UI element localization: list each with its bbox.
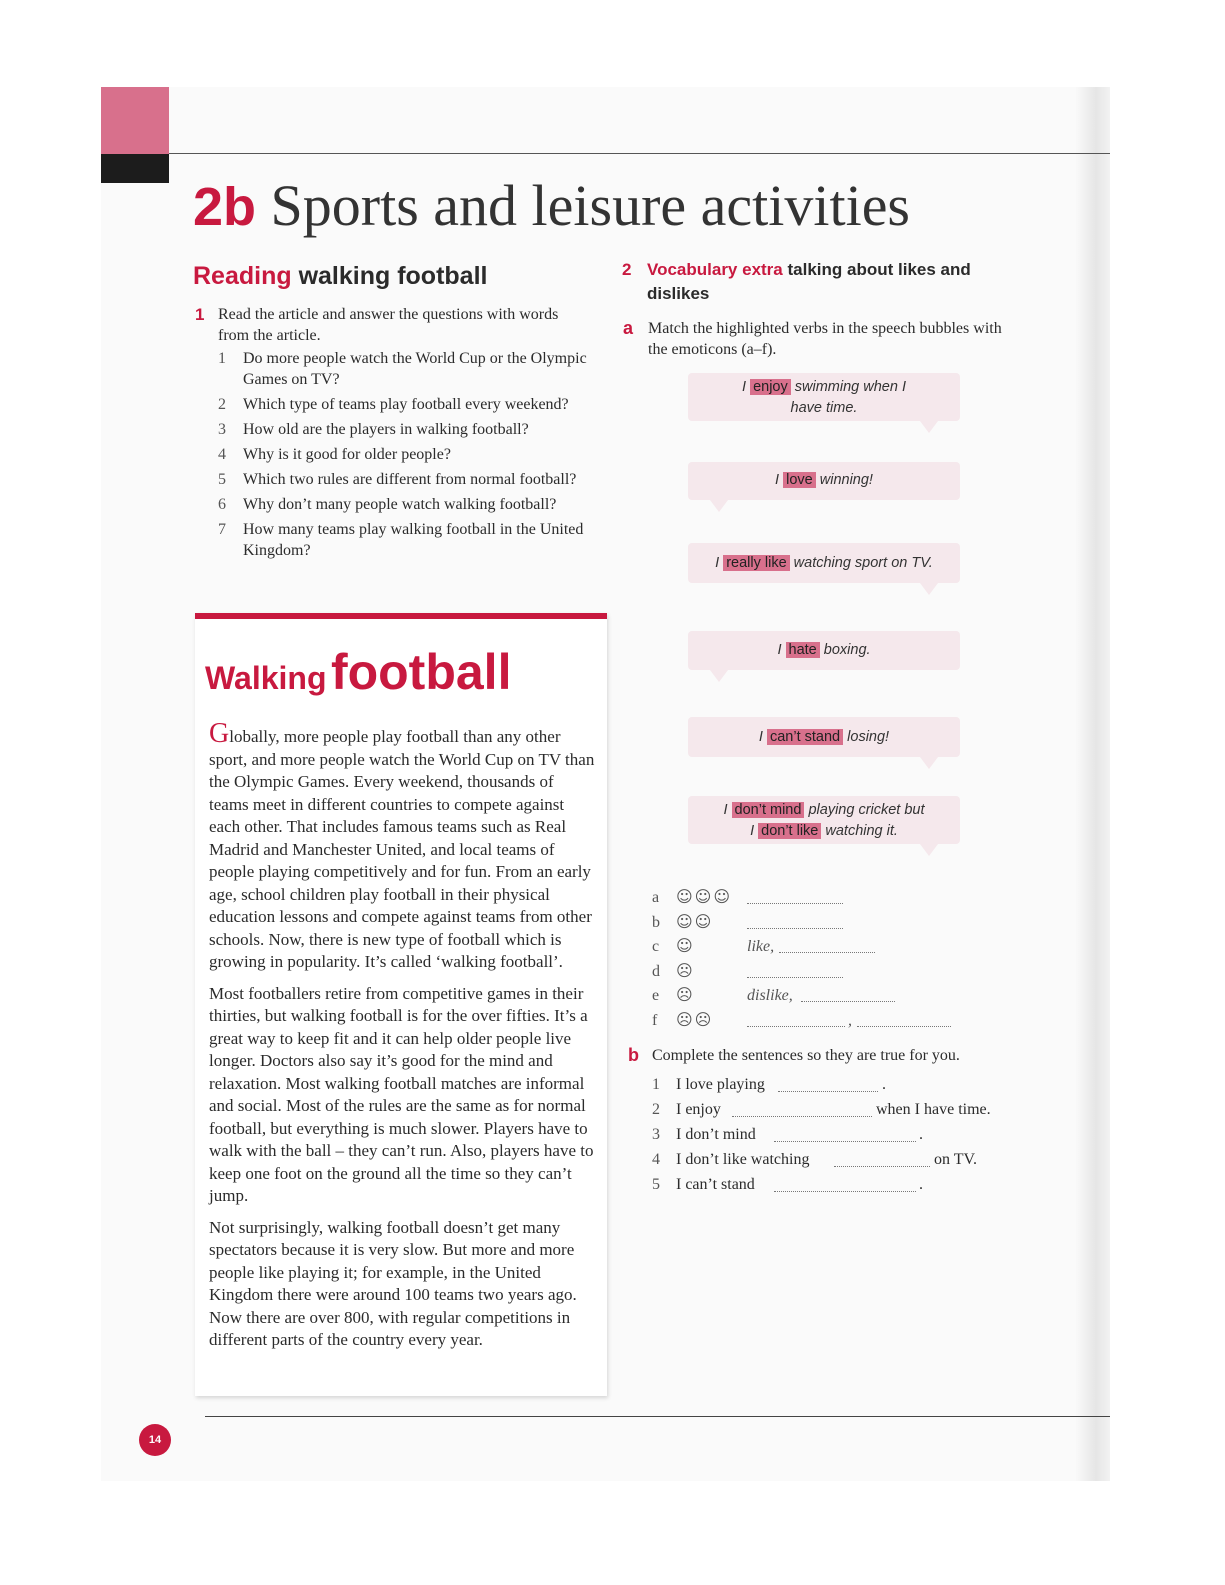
question-text: Why don’t many people watch walking football?	[243, 496, 557, 513]
sentence-row	[652, 1176, 1032, 1201]
bubble-tail	[920, 757, 938, 769]
bubble-tail	[710, 670, 728, 682]
sentence-end: .	[882, 1076, 886, 1093]
reading-label: Reading	[193, 262, 292, 290]
answer-blank[interactable]	[779, 952, 875, 953]
comma: ,	[848, 1011, 852, 1029]
exercise-2a-letter: a	[623, 318, 634, 338]
bubble-text: I	[777, 642, 782, 658]
bubble-text: playing cricket but	[808, 802, 925, 818]
question-text: How old are the players in walking football?	[243, 421, 529, 438]
emoticon-row	[652, 961, 1012, 986]
speech-bubble	[688, 373, 960, 421]
answer-blank[interactable]	[732, 1116, 872, 1117]
bubble-tail	[920, 421, 938, 433]
sentence-text: I love playing	[676, 1076, 765, 1093]
exercise-2a-text: Match the highlighted verbs in the speech bubbles with the emoticons (a–f).	[648, 320, 1002, 358]
emoticon-letter: f	[652, 1011, 658, 1029]
exercise-2-number: 2	[622, 260, 632, 279]
exercise-2-heading	[622, 258, 982, 306]
sentence-number: 2	[652, 1101, 660, 1118]
answer-blank[interactable]	[778, 1091, 878, 1092]
emoticon-row	[652, 912, 1012, 937]
exercise-2b-text: Complete the sentences so they are true for you.	[652, 1047, 960, 1064]
emoticon-letter: d	[652, 962, 660, 980]
question-number: 1	[218, 350, 226, 367]
sentence-number: 3	[652, 1126, 660, 1143]
question-item	[218, 469, 608, 490]
question-text: Which two rules are different from normal football?	[243, 471, 577, 488]
emoticon-row	[652, 887, 1012, 912]
bubble-tail	[710, 500, 728, 512]
bubble-text: I	[750, 823, 755, 839]
question-number: 2	[218, 396, 226, 413]
answer-blank[interactable]	[747, 928, 843, 929]
highlighted-verb: enjoy	[750, 379, 791, 395]
bubble-text: I	[715, 555, 720, 571]
emoticon-row	[652, 1010, 1012, 1035]
answer-blank[interactable]	[747, 903, 843, 904]
article-paragraph-2: Most footballers retire from competitive games in their thirties, but walking football is for the over fifties. It’s a great way to keep fit and it can help older people live longer. Doctors also say it’s good for the mind and relaxation. Most walking football matches are informal and social. Most of the rules are the same as for normal football, but everything is much slower. Players have to walk with the ball – they can’t run. Also, players have to keep one foot on the ground all the time so they can’t jump.	[209, 983, 594, 1205]
page-number: 14	[139, 1424, 171, 1456]
highlighted-verb: don’t mind	[732, 802, 805, 818]
exercise-1-number: 1	[195, 305, 205, 324]
unit-title: Sports and leisure activities	[270, 173, 911, 238]
answer-blank[interactable]	[747, 1026, 845, 1027]
article-body	[209, 718, 595, 1361]
book-spine-shadow	[1075, 87, 1110, 1481]
emoticon-row	[652, 936, 1012, 961]
smiley-icon: ☺	[676, 936, 695, 955]
sentence-number: 1	[652, 1076, 660, 1093]
neutral-face-icon: ☹	[676, 960, 695, 980]
bubble-text: watching it.	[825, 823, 898, 839]
bubble-text: have time.	[790, 400, 858, 416]
sentence-text: I don’t like watching	[676, 1151, 810, 1168]
highlighted-verb: can’t stand	[767, 729, 843, 745]
sentence-end: on TV.	[934, 1151, 977, 1168]
exercise-2a-instruction	[623, 318, 1023, 360]
question-text: Do more people watch the World Cup or the Olympic Games on TV?	[243, 350, 587, 388]
highlighted-verb: love	[783, 472, 816, 488]
bottom-rule	[205, 1416, 1110, 1417]
speech-bubble	[688, 796, 960, 844]
paragraph-text: lobally, more people play football than any other sport, and more people watch the World Cup on TV than the Olympic Games. Every weekend, thousands of teams meet in different countries to compete against each other. That includes famous teams such as Real Madrid and Manchester United, and local teams of people playing competitively and for fun. From an early age, school children play football in their physical education lessons and compete against teams from other schools. Now, there is new type of football which is growing in popularity. It’s called ‘walking football’.	[209, 727, 595, 971]
vocab-topic: talking about likes and dislikes	[647, 260, 971, 303]
page-title	[193, 172, 910, 239]
sentence-end: .	[919, 1126, 923, 1143]
bubble-text: winning!	[819, 472, 873, 488]
bubble-text: I	[723, 802, 728, 818]
question-number: 5	[218, 471, 226, 488]
exercise-2b-letter: b	[628, 1045, 639, 1065]
sentence-end: .	[919, 1176, 923, 1193]
question-list	[218, 348, 608, 565]
sentence-row	[652, 1101, 1032, 1126]
vocab-label: Vocabulary extra	[647, 260, 783, 279]
highlighted-verb: don’t like	[758, 823, 821, 839]
unit-number: 2b	[193, 177, 257, 237]
bubble-text: I	[742, 379, 747, 395]
top-rule	[169, 153, 1110, 154]
bubble-text: boxing.	[823, 642, 871, 658]
exercise-2b-instruction	[628, 1045, 1028, 1066]
question-text: Why is it good for older people?	[243, 446, 451, 463]
question-number: 3	[218, 421, 226, 438]
speech-bubble	[688, 462, 960, 500]
highlighted-verb: really like	[723, 555, 789, 571]
smiley-icon: ☺☺	[676, 911, 714, 931]
bubble-text: losing!	[847, 729, 890, 745]
bubble-tail	[920, 844, 938, 856]
frown-icon: ☹☹	[676, 1009, 714, 1029]
emoticon-row	[652, 985, 1012, 1010]
speech-bubble	[688, 543, 960, 583]
answer-blank[interactable]	[834, 1166, 930, 1167]
answer-blank[interactable]	[747, 977, 843, 978]
article-paragraph-1	[209, 718, 595, 974]
drop-cap: G	[209, 718, 230, 749]
sentence-row	[652, 1151, 1032, 1176]
bubble-text: swimming when I	[794, 379, 906, 395]
sentence-text: I enjoy	[676, 1101, 721, 1118]
reading-heading	[193, 262, 487, 291]
sentence-end: when I have time.	[876, 1101, 991, 1118]
question-item	[218, 348, 608, 390]
question-text: How many teams play walking football in the United Kingdom?	[243, 521, 584, 559]
article-title	[205, 643, 511, 701]
sentence-list	[652, 1076, 1032, 1201]
section-color-tab	[101, 87, 169, 154]
sentence-text: I can’t stand	[676, 1176, 755, 1193]
question-item	[218, 519, 608, 561]
bubble-text: I	[758, 729, 763, 745]
bubble-text: watching sport on TV.	[793, 555, 933, 571]
frown-icon: ☹	[676, 985, 695, 1004]
emoticon-letter: e	[652, 987, 660, 1004]
question-item	[218, 419, 608, 440]
answer-blank[interactable]	[857, 1026, 951, 1027]
answer-blank[interactable]	[774, 1191, 916, 1192]
article-title-word1: Walking	[205, 660, 327, 696]
sentence-row	[652, 1076, 1032, 1101]
emoticon-letter: b	[652, 913, 660, 931]
article-paragraph-3: Not surprisingly, walking football doesn’t get many spectators because it is very slow. But more and more people like playing it; for example, in the United Kingdom there were around 100 teams two years ago. Now there are over 800, with regular competitions in different parts of the country every year.	[209, 1217, 577, 1349]
highlighted-verb: hate	[786, 642, 820, 658]
answer-blank[interactable]	[801, 1001, 895, 1002]
sentence-text: I don’t mind	[676, 1126, 756, 1143]
example-word: like,	[747, 938, 775, 955]
question-item	[218, 494, 608, 515]
sentence-number: 5	[652, 1176, 660, 1193]
article-box	[195, 613, 607, 1396]
question-number: 4	[218, 446, 226, 463]
question-item	[218, 444, 608, 465]
speech-bubble	[688, 631, 960, 670]
emoticon-list	[652, 887, 1012, 1034]
reading-topic: walking football	[298, 262, 488, 290]
question-text: Which type of teams play football every weekend?	[243, 396, 569, 413]
question-number: 6	[218, 496, 226, 513]
exercise-1-text: Read the article and answer the questions with words from the article.	[218, 306, 559, 344]
question-number: 7	[218, 521, 226, 538]
sentence-row	[652, 1126, 1032, 1151]
speech-bubble	[688, 717, 960, 757]
bubble-tail	[920, 583, 938, 595]
smiley-icon: ☺☺☺	[676, 887, 733, 906]
sentence-number: 4	[652, 1151, 660, 1168]
article-title-word2: football	[330, 644, 512, 700]
exercise-1-instruction	[195, 304, 585, 346]
section-black-tab	[101, 154, 169, 183]
answer-blank[interactable]	[774, 1141, 916, 1142]
question-item	[218, 394, 608, 415]
emoticon-letter: a	[652, 889, 660, 906]
example-word: dislike,	[747, 987, 793, 1004]
bubble-text: I	[775, 472, 780, 488]
emoticon-letter: c	[652, 938, 660, 955]
